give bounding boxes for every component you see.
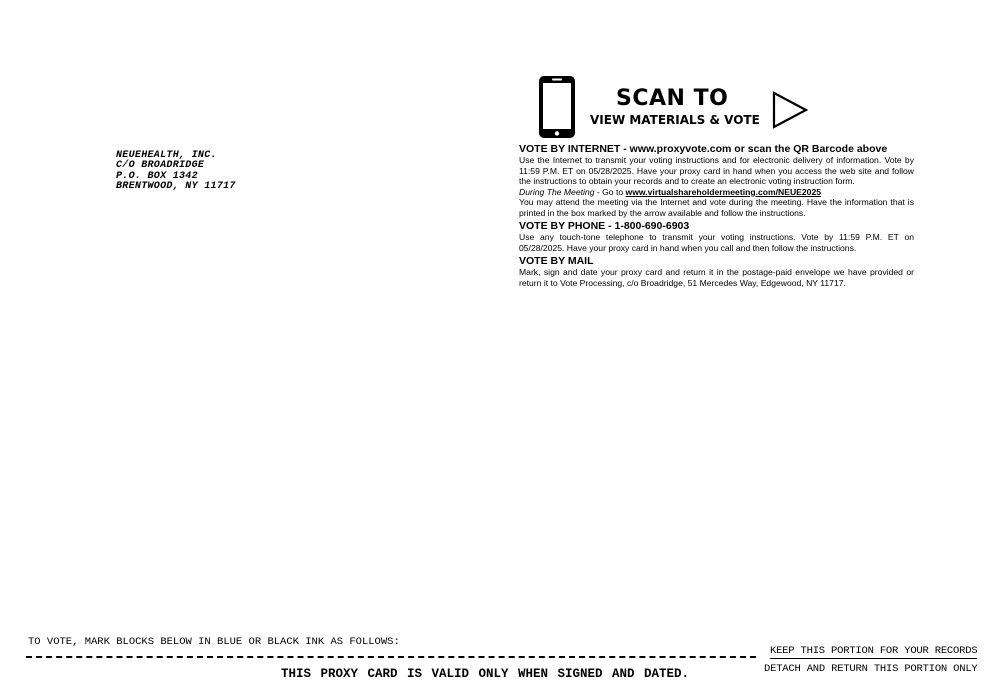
mark-instructions: TO VOTE, MARK BLOCKS BELOW IN BLUE OR BLACK INK AS FOLLOWS: (28, 636, 400, 648)
meeting-goto: - Go to (594, 186, 626, 197)
meeting-body: You may attend the meeting via the Internet and vote during the meeting. Have the information that is printed in the box marked by the arrow available and follow the instructions. (519, 197, 914, 218)
scan-heading: SCAN TO (616, 86, 729, 111)
meeting-label: During The Meeting (519, 186, 595, 197)
play-triangle-icon (771, 90, 809, 130)
mailing-address (116, 151, 236, 192)
internet-vote-heading: VOTE BY INTERNET - www.proxyvote.com or scan the QR Barcode above (519, 143, 888, 155)
address-line-po-box: P.O. BOX 1342 (116, 170, 198, 182)
detach-portion-label: DETACH AND RETURN THIS PORTION ONLY (764, 663, 978, 675)
internet-vote-body: Use the Internet to transmit your voting instructions and for electronic delivery of information. Vote by 11:59 P.M. ET on 05/28/2025. Have your proxy card in hand when you access the web site and follow the instructions to obtain your records and to create an electronic voting instruction form. (519, 155, 914, 186)
mail-vote-body: Mark, sign and date your proxy card and return it in the postage-paid envelope we have provided or return it to Vote Processing, c/o Broadridge, 51 Mercedes Way, Edgewood, NY 11717. (519, 267, 914, 288)
keep-portion-label: KEEP THIS PORTION FOR YOUR RECORDS (770, 645, 978, 657)
voting-instructions (519, 143, 914, 288)
detach-dashed-line (26, 656, 756, 658)
mail-vote-heading: VOTE BY MAIL (519, 255, 594, 267)
meeting-line (519, 187, 914, 198)
smartphone-icon (537, 74, 577, 140)
address-line-company: NEUEHEALTH, INC. (116, 150, 217, 161)
meeting-url-link[interactable]: www.virtualshareholdermeeting.com/NEUE2025 (625, 186, 822, 197)
address-line-care-of: C/O BROADRIDGE (116, 160, 205, 172)
address-line-city: BRENTWOOD, NY 11717 (116, 180, 236, 192)
phone-vote-heading: VOTE BY PHONE - 1-800-690-6903 (519, 220, 690, 232)
scan-subheading: VIEW MATERIALS & VOTE (590, 113, 760, 127)
proxy-valid-notice: THIS PROXY CARD IS VALID ONLY WHEN SIGNED AND DATED. (281, 667, 690, 681)
phone-vote-body: Use any touch-tone telephone to transmit your voting instructions. Vote by 11:59 P.M. ET on 05/28/2025. Have your proxy card in hand when you call and then follow the instructions. (519, 232, 914, 253)
